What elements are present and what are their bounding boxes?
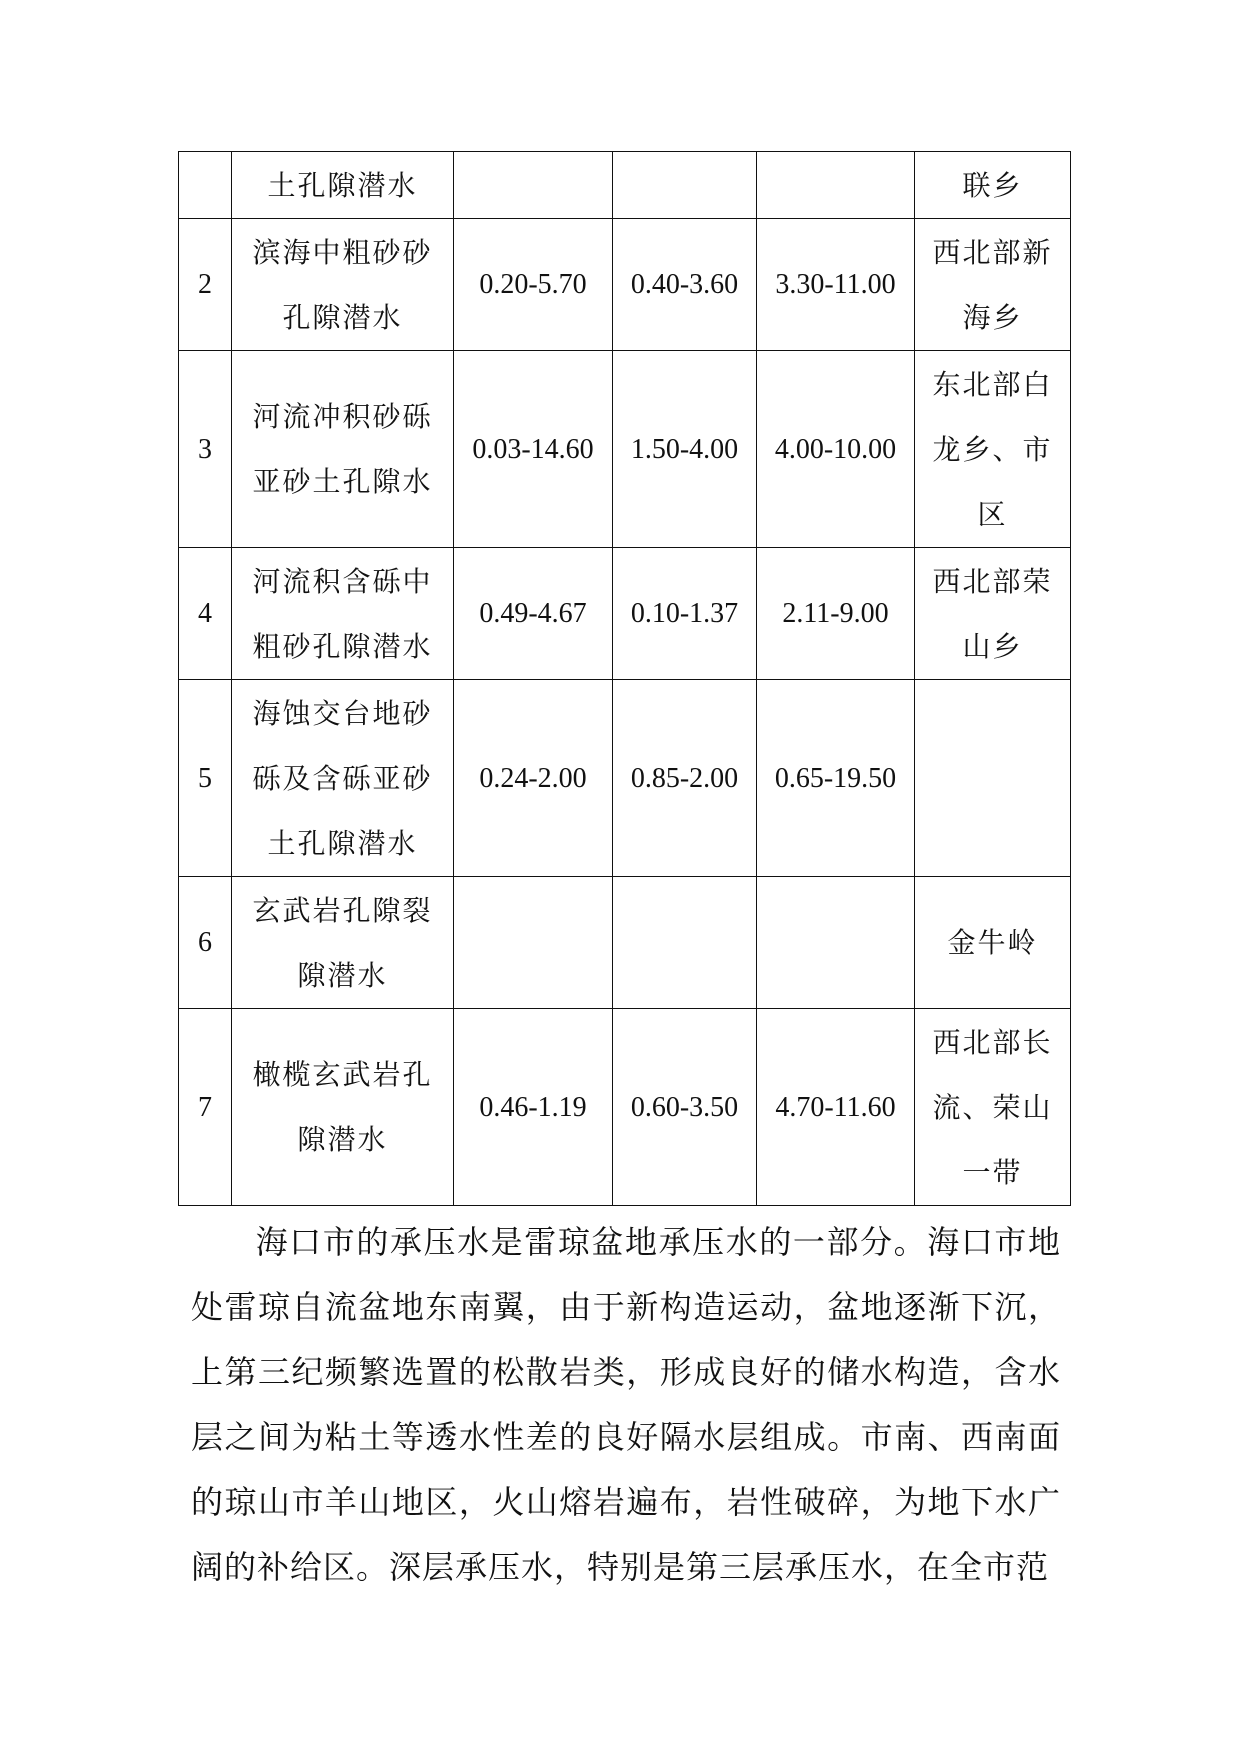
value-cell: 0.49-4.67 bbox=[454, 548, 613, 680]
value-cell: 0.20-5.70 bbox=[454, 219, 613, 351]
table-row bbox=[179, 548, 1071, 680]
table-row bbox=[179, 680, 1071, 877]
row-number: 2 bbox=[179, 219, 232, 351]
location-cell: 联乡 bbox=[915, 152, 1071, 219]
location-cell: 西北部长流、荣山一带 bbox=[915, 1009, 1071, 1206]
value-cell: 0.24-2.00 bbox=[454, 680, 613, 877]
row-number: 3 bbox=[179, 351, 232, 548]
table-row bbox=[179, 877, 1071, 1009]
aquifer-type-cell: 河流冲积砂砾亚砂土孔隙水 bbox=[232, 351, 454, 548]
value-cell: 0.10-1.37 bbox=[613, 548, 757, 680]
value-cell bbox=[454, 152, 613, 219]
location-cell: 西北部荣山乡 bbox=[915, 548, 1071, 680]
value-cell: 0.85-2.00 bbox=[613, 680, 757, 877]
value-cell: 0.03-14.60 bbox=[454, 351, 613, 548]
location-cell bbox=[915, 680, 1071, 877]
row-number: 7 bbox=[179, 1009, 232, 1206]
table-row bbox=[179, 351, 1071, 548]
aquifer-type-cell: 土孔隙潜水 bbox=[232, 152, 454, 219]
table-row bbox=[179, 152, 1071, 219]
value-cell: 4.00-10.00 bbox=[757, 351, 915, 548]
value-cell: 0.60-3.50 bbox=[613, 1009, 757, 1206]
aquifer-type-cell: 海蚀交台地砂砾及含砾亚砂土孔隙潜水 bbox=[232, 680, 454, 877]
value-cell: 0.40-3.60 bbox=[613, 219, 757, 351]
row-number: 4 bbox=[179, 548, 232, 680]
value-cell bbox=[757, 152, 915, 219]
aquifer-type-cell: 橄榄玄武岩孔隙潜水 bbox=[232, 1009, 454, 1206]
row-number: 6 bbox=[179, 877, 232, 1009]
value-cell: 0.65-19.50 bbox=[757, 680, 915, 877]
value-cell: 4.70-11.60 bbox=[757, 1009, 915, 1206]
table-row bbox=[179, 1009, 1071, 1206]
value-cell bbox=[757, 877, 915, 1009]
value-cell: 1.50-4.00 bbox=[613, 351, 757, 548]
aquifer-type-cell: 玄武岩孔隙裂隙潜水 bbox=[232, 877, 454, 1009]
aquifer-table bbox=[178, 151, 1071, 1206]
aquifer-type-cell: 滨海中粗砂砂孔隙潜水 bbox=[232, 219, 454, 351]
paragraph-text: 海口市的承压水是雷琼盆地承压水的一部分。海口市地处雷琼自流盆地东南翼，由于新构造运动，盆地逐渐下沉，上第三纪频繁选置的松散岩类，形成良好的储水构造，含水层之间为粘土等透水性差的良好隔水层组成。市南、西南面的琼山市羊山地区，火山熔岩遍布，岩性破碎，为地下水广阔的补给区。深层承压水，特别是第三层承压水，在全市范 bbox=[191, 1223, 1061, 1586]
value-cell bbox=[613, 877, 757, 1009]
row-number bbox=[179, 152, 232, 219]
value-cell: 2.11-9.00 bbox=[757, 548, 915, 680]
value-cell: 0.46-1.19 bbox=[454, 1009, 613, 1206]
aquifer-type-cell: 河流积含砾中粗砂孔隙潜水 bbox=[232, 548, 454, 680]
body-paragraph bbox=[191, 1210, 1061, 1600]
location-cell: 金牛岭 bbox=[915, 877, 1071, 1009]
value-cell bbox=[613, 152, 757, 219]
value-cell: 3.30-11.00 bbox=[757, 219, 915, 351]
value-cell bbox=[454, 877, 613, 1009]
location-cell: 西北部新海乡 bbox=[915, 219, 1071, 351]
location-cell: 东北部白龙乡、市区 bbox=[915, 351, 1071, 548]
table-row bbox=[179, 219, 1071, 351]
row-number: 5 bbox=[179, 680, 232, 877]
